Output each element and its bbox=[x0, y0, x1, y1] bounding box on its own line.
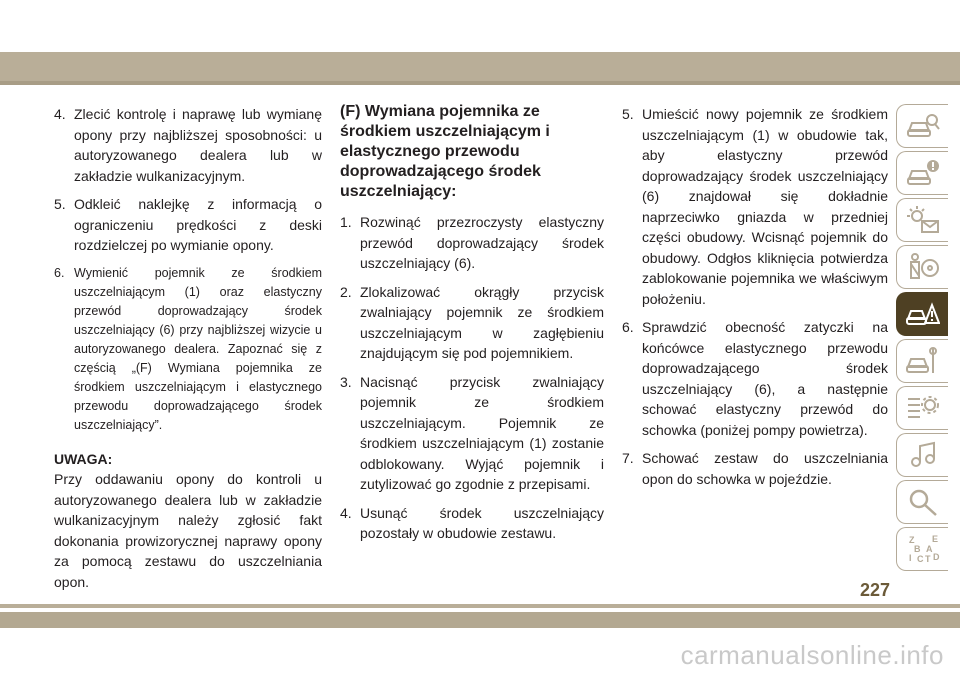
item-number: 6. bbox=[54, 265, 65, 280]
tab-car-info[interactable] bbox=[896, 151, 948, 195]
tab-search-magnifier[interactable] bbox=[896, 480, 948, 524]
item-number: 2. bbox=[340, 283, 352, 300]
list-item bbox=[340, 372, 604, 495]
index-letter: B bbox=[913, 544, 920, 554]
search-magnifier-icon bbox=[906, 487, 940, 517]
chapter-tabs bbox=[896, 104, 952, 574]
note-title: UWAGA: bbox=[54, 450, 113, 467]
multimedia-music-icon bbox=[906, 440, 940, 470]
item-text: Rozwinąć przezroczysty elastyczny przewód doprowadzający środek uszczelniający (6). bbox=[360, 214, 604, 271]
column-left bbox=[54, 104, 322, 592]
index-letter: T bbox=[924, 554, 930, 564]
index-letter: Z bbox=[908, 535, 914, 545]
item-number: 5. bbox=[622, 106, 634, 122]
list-item bbox=[340, 503, 604, 544]
list-item bbox=[54, 194, 322, 256]
item-number: 6. bbox=[622, 319, 634, 335]
warning-lights-icon bbox=[906, 205, 940, 235]
car-info-icon bbox=[906, 158, 940, 188]
tab-multimedia-music[interactable] bbox=[896, 433, 948, 477]
top-band-shadow bbox=[0, 81, 960, 85]
bottom-decorative-band bbox=[0, 612, 960, 628]
watermark bbox=[0, 640, 960, 671]
item-number: 5. bbox=[54, 196, 66, 212]
specs-gear-icon bbox=[906, 393, 940, 423]
item-text: Wymienić pojemnik ze środkiem uszczelniającym (1) oraz elastyczny przewód doprowadzający środek uszczelniający (6) przy najbliższej wizycie u autoryzowanego dealera. Zapoznać się z częścią „(F) Wymiana pojemnika ze środkiem uszczelniającym i elastycznego przewodu doprowadzającego środek uszczelniający”. bbox=[74, 265, 322, 432]
index-letter: C bbox=[916, 554, 923, 564]
tab-warning-lights[interactable] bbox=[896, 198, 948, 242]
item-number: 7. bbox=[622, 450, 634, 466]
index-letter: E bbox=[931, 534, 938, 544]
column-middle bbox=[340, 104, 604, 552]
item-number: 4. bbox=[54, 106, 66, 122]
tab-seatbelt-steering[interactable] bbox=[896, 245, 948, 289]
index-letter: A bbox=[925, 544, 932, 554]
index-letter: D bbox=[932, 552, 939, 562]
item-number: 4. bbox=[340, 504, 352, 521]
tab-car-tools[interactable] bbox=[896, 339, 948, 383]
item-text: Umieścić nowy pojemnik ze środkiem uszczelniającym (1) w obudowie tak, aby elastyczny przewód doprowadzający środek uszczelniający (6) znajdował się dokładnie naprzeciwko gniazda w przedniej części obudowy. Wcisnąć pojemnik do obudowy. Odgłos kliknięcia potwierdza zablokowanie pojemnika we właściwym położeniu. bbox=[642, 106, 888, 307]
item-text: Zlecić kontrolę i naprawę lub wymianę opony przy najbliższej sposobności: u autoryzowanego dealera lub w zakładzie wulkanizacyjnym. bbox=[74, 106, 322, 184]
list-item bbox=[622, 317, 888, 440]
watermark-text: carmanualsonline.info bbox=[680, 640, 944, 670]
tab-car-search[interactable] bbox=[896, 104, 948, 148]
list-item bbox=[622, 448, 888, 489]
tab-roadside-emergency[interactable] bbox=[896, 292, 948, 336]
list-item bbox=[340, 282, 604, 364]
item-text: Zlokalizować okrągły przycisk zwalniający pojemnik ze środkiem uszczelniającym w zagłębieniu znajdującym się pod pojemnikiem. bbox=[360, 283, 604, 361]
roadside-emergency-icon bbox=[906, 299, 940, 329]
tab-specs-gear[interactable] bbox=[896, 386, 948, 430]
item-text: Odkleić naklejkę z informacją o ograniczeniu prędkości z deski rozdzielczej po wymianie opony. bbox=[74, 196, 322, 253]
section-heading: (F) Wymiana pojemnika ze środkiem uszczelniającym i elastycznego przewodu doprowadzającego środek uszczelniający: bbox=[340, 103, 550, 200]
item-text: Usunąć środek uszczelniający pozostały w obudowie zestawu. bbox=[360, 504, 604, 541]
car-search-icon bbox=[906, 111, 940, 141]
list-item bbox=[54, 264, 322, 435]
list-item bbox=[622, 104, 888, 309]
bottom-thin-band bbox=[0, 604, 960, 608]
list-item bbox=[340, 212, 604, 274]
page-number: 227 bbox=[860, 580, 891, 600]
note-body: Przy oddawaniu opony do kontroli u autoryzowanego dealera lub w zakładzie wulkanizacyjnym należy zgłosić fakt dokonania prowizorycznej naprawy opony za pomocą zestawu do uszczelniania opon. bbox=[54, 471, 322, 590]
item-number: 3. bbox=[340, 373, 352, 390]
alphabet-index-icon bbox=[906, 534, 940, 564]
list-item bbox=[54, 104, 322, 186]
column-right bbox=[622, 104, 888, 497]
item-text: Schować zestaw do uszczelniania opon do schowka w pojeździe. bbox=[642, 450, 888, 487]
tab-alphabet-index[interactable] bbox=[896, 527, 948, 571]
item-text: Sprawdzić obecność zatyczki na końcówce elastycznego przewodu doprowadzającego środek uszczelniający (6), a następnie schować elastyczny przewód do schowka (poniżej pompy powietrza). bbox=[642, 319, 888, 438]
index-letter: I bbox=[908, 553, 912, 563]
item-number: 1. bbox=[340, 214, 352, 230]
car-tools-icon bbox=[906, 346, 940, 376]
seatbelt-steering-icon bbox=[906, 252, 940, 282]
item-text: Nacisnąć przycisk zwalniający pojemnik ze środkiem uszczelniającym. Pojemnik ze środkiem uszczelniającym (1) zostanie odblokowany. Wyjąć pojemnik i zutylizować go zgodnie z przepisami. bbox=[360, 373, 604, 492]
